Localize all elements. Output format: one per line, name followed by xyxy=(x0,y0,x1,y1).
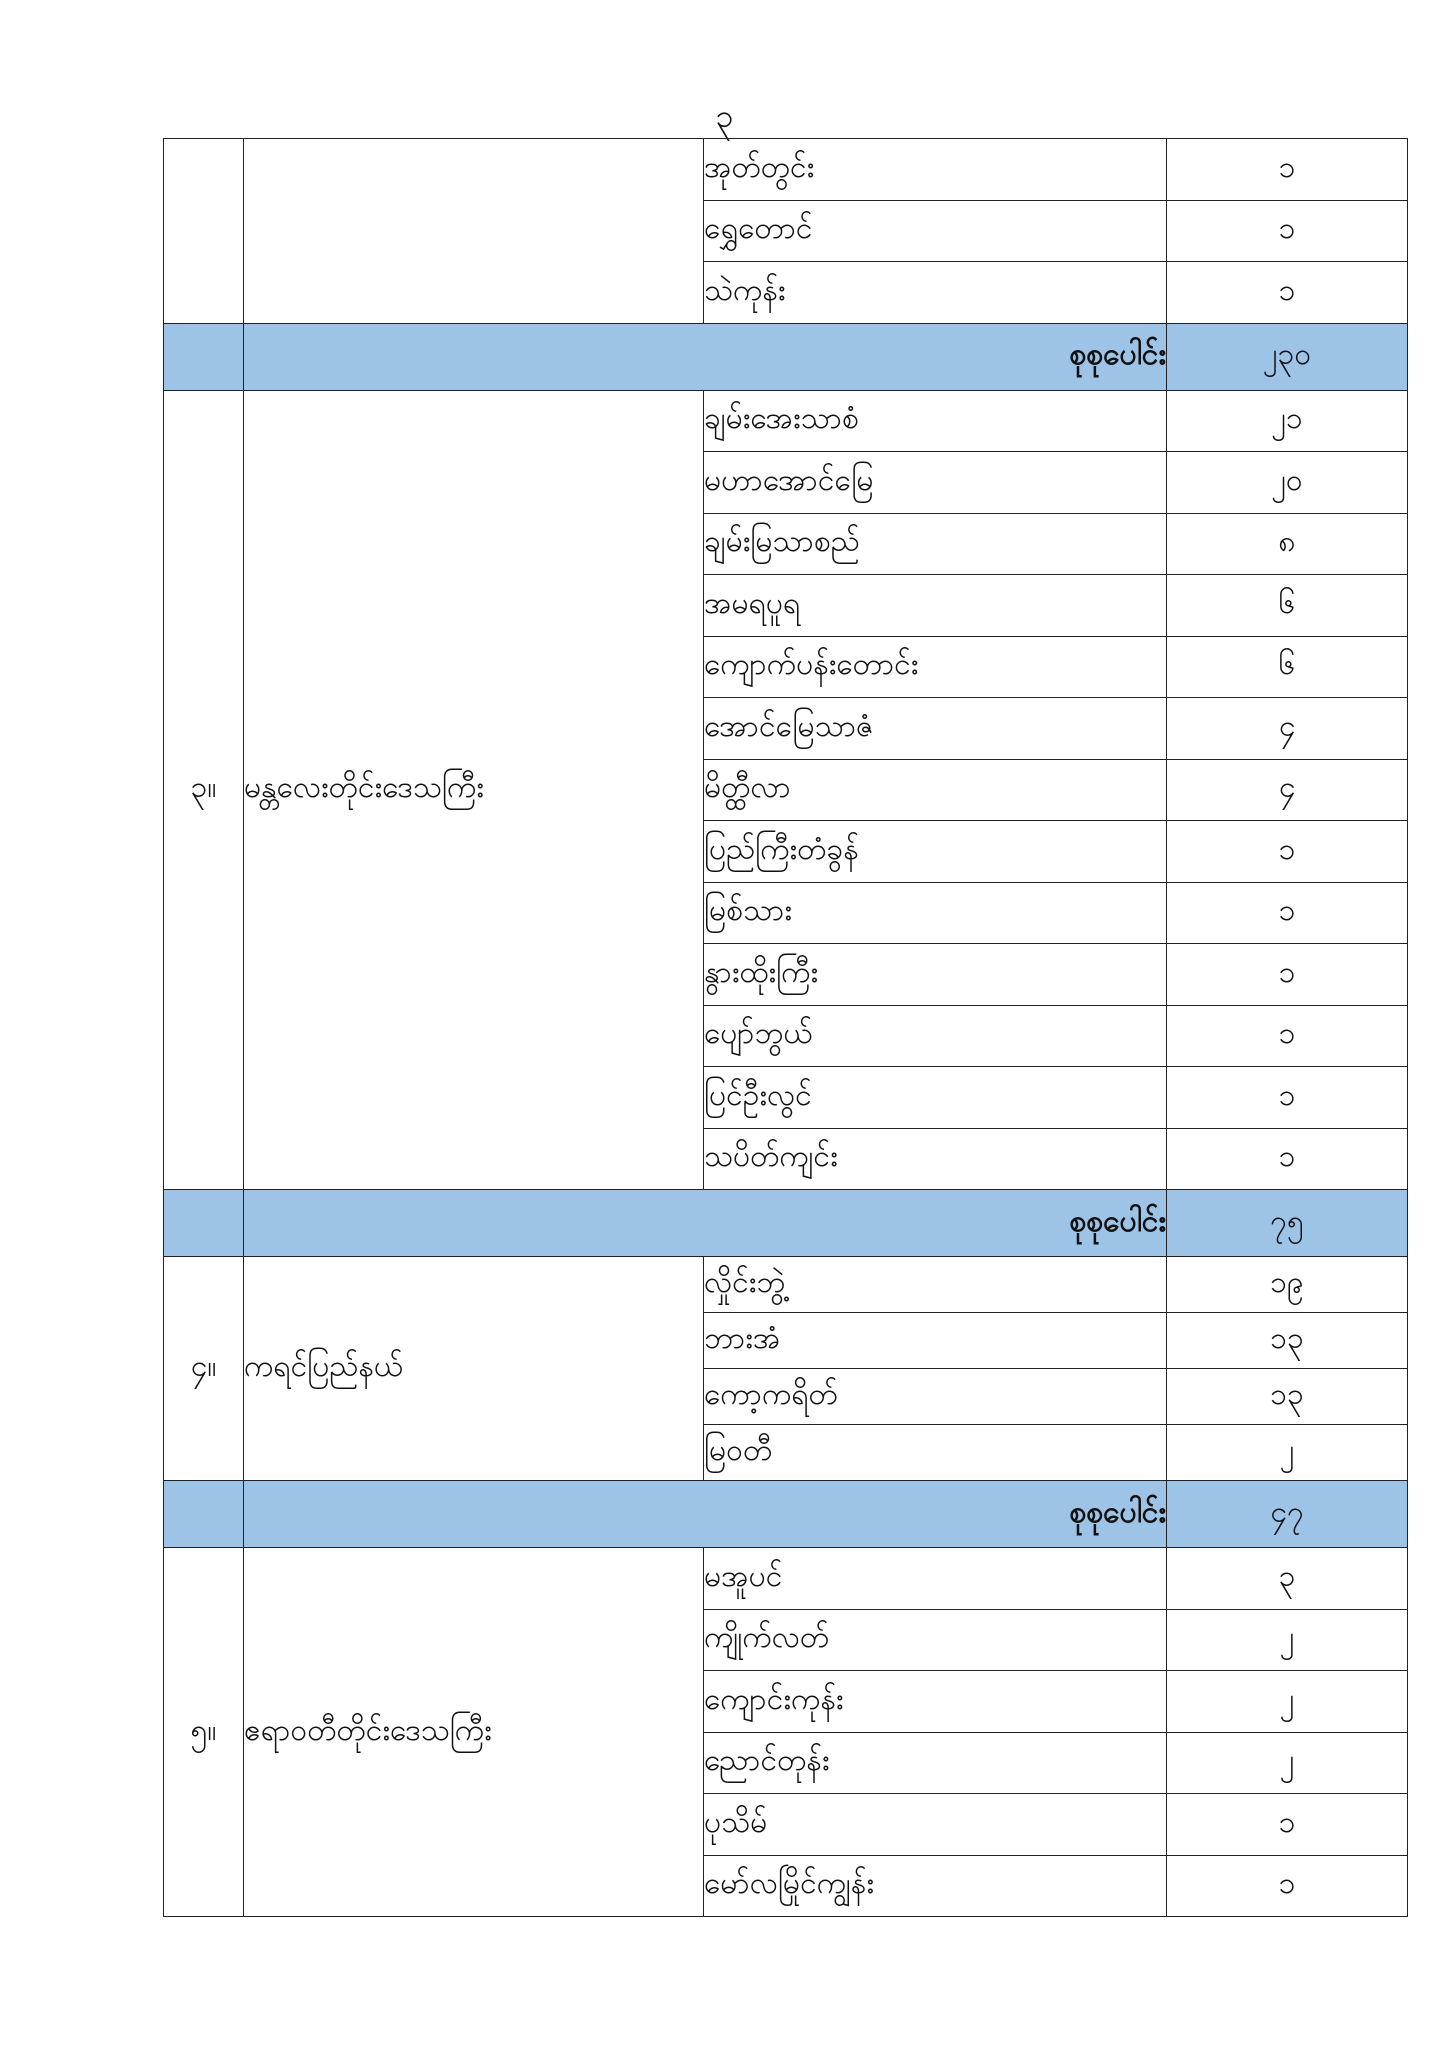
region-name: ကရင်ပြည်နယ် xyxy=(244,1257,704,1481)
town-cell: မော်လမြိုင်ကျွန်း xyxy=(704,1855,1167,1917)
town-cell: နွားထိုးကြီး xyxy=(704,944,1167,1006)
table-body xyxy=(164,139,1408,1917)
table-row xyxy=(164,139,1408,201)
town-cell: ညောင်တုန်း xyxy=(704,1732,1167,1794)
count-cell: ၁ xyxy=(1167,821,1408,883)
town-cell: မအူပင် xyxy=(704,1548,1167,1610)
town-cell: မဟာအောင်မြေ xyxy=(704,452,1167,514)
table-row xyxy=(164,1548,1408,1610)
town-cell: ကော့ကရိတ် xyxy=(704,1369,1167,1425)
total-label: စုစုပေါင်း xyxy=(244,1190,1167,1257)
count-cell: ၂၁ xyxy=(1167,390,1408,452)
town-cell: ချမ်းမြသာစည် xyxy=(704,513,1167,575)
total-value: ၂၃၀ xyxy=(1167,323,1408,390)
town-cell: ပုသိမ် xyxy=(704,1794,1167,1856)
total-row xyxy=(164,323,1408,390)
town-cell: မြဝတီ xyxy=(704,1425,1167,1481)
count-cell: ၁ xyxy=(1167,1005,1408,1067)
count-cell: ၁၃ xyxy=(1167,1369,1408,1425)
town-cell: ရွှေတောင် xyxy=(704,200,1167,262)
town-cell: လှိုင်းဘွဲ့ xyxy=(704,1257,1167,1313)
count-cell: ၁၉ xyxy=(1167,1257,1408,1313)
total-label: စုစုပေါင်း xyxy=(244,323,1167,390)
count-cell: ၁ xyxy=(1167,139,1408,201)
count-cell: ၁ xyxy=(1167,1128,1408,1190)
count-cell: ၄ xyxy=(1167,759,1408,821)
total-value: ၇၅ xyxy=(1167,1190,1408,1257)
page-number: ၃ xyxy=(715,97,734,135)
count-cell: ၁ xyxy=(1167,1855,1408,1917)
section-number: ၃။ xyxy=(164,390,244,1190)
town-cell: ချမ်းအေးသာစံ xyxy=(704,390,1167,452)
town-cell: ပြည်ကြီးတံခွန် xyxy=(704,821,1167,883)
town-cell: အုတ်တွင်း xyxy=(704,139,1167,201)
total-label: စုစုပေါင်း xyxy=(244,1481,1167,1548)
region-name: မန္တလေးတိုင်းဒေသကြီး xyxy=(244,390,704,1190)
count-cell: ၂ xyxy=(1167,1732,1408,1794)
table-row xyxy=(164,390,1408,452)
section-number: ၅။ xyxy=(164,1548,244,1917)
total-row xyxy=(164,1190,1408,1257)
town-cell: ပျော်ဘွယ် xyxy=(704,1005,1167,1067)
count-cell: ၄ xyxy=(1167,698,1408,760)
region-name: ဧရာဝတီတိုင်းဒေသကြီး xyxy=(244,1548,704,1917)
count-cell: ၁ xyxy=(1167,1794,1408,1856)
total-no-cell xyxy=(164,323,244,390)
town-cell: ပြင်ဦးလွင် xyxy=(704,1067,1167,1129)
town-cell: ကျောက်ပန်းတောင်း xyxy=(704,636,1167,698)
data-table xyxy=(163,138,1408,1917)
region-cell xyxy=(244,139,704,324)
count-cell: ၁၃ xyxy=(1167,1313,1408,1369)
count-cell: ၂ xyxy=(1167,1609,1408,1671)
count-cell: ၆ xyxy=(1167,575,1408,637)
count-cell: ၆ xyxy=(1167,636,1408,698)
town-cell: ကျောင်းကုန်း xyxy=(704,1671,1167,1733)
count-cell: ၁ xyxy=(1167,1067,1408,1129)
count-cell: ၂၀ xyxy=(1167,452,1408,514)
table-row xyxy=(164,1257,1408,1313)
section-number: ၄။ xyxy=(164,1257,244,1481)
total-no-cell xyxy=(164,1190,244,1257)
count-cell: ၁ xyxy=(1167,944,1408,1006)
town-cell: မြစ်သား xyxy=(704,882,1167,944)
count-cell: ၃ xyxy=(1167,1548,1408,1610)
section-number-cell xyxy=(164,139,244,324)
count-cell: ၈ xyxy=(1167,513,1408,575)
town-cell: ကျိုက်လတ် xyxy=(704,1609,1167,1671)
total-no-cell xyxy=(164,1481,244,1548)
total-value: ၄၇ xyxy=(1167,1481,1408,1548)
town-cell: သပိတ်ကျင်း xyxy=(704,1128,1167,1190)
count-cell: ၁ xyxy=(1167,882,1408,944)
count-cell: ၂ xyxy=(1167,1425,1408,1481)
count-cell: ၁ xyxy=(1167,262,1408,324)
town-cell: သဲကုန်း xyxy=(704,262,1167,324)
town-cell: မိတ္ထီလာ xyxy=(704,759,1167,821)
count-cell: ၁ xyxy=(1167,200,1408,262)
count-cell: ၂ xyxy=(1167,1671,1408,1733)
town-cell: အောင်မြေသာဇံ xyxy=(704,698,1167,760)
total-row xyxy=(164,1481,1408,1548)
town-cell: အမရပူရ xyxy=(704,575,1167,637)
town-cell: ဘားအံ xyxy=(704,1313,1167,1369)
